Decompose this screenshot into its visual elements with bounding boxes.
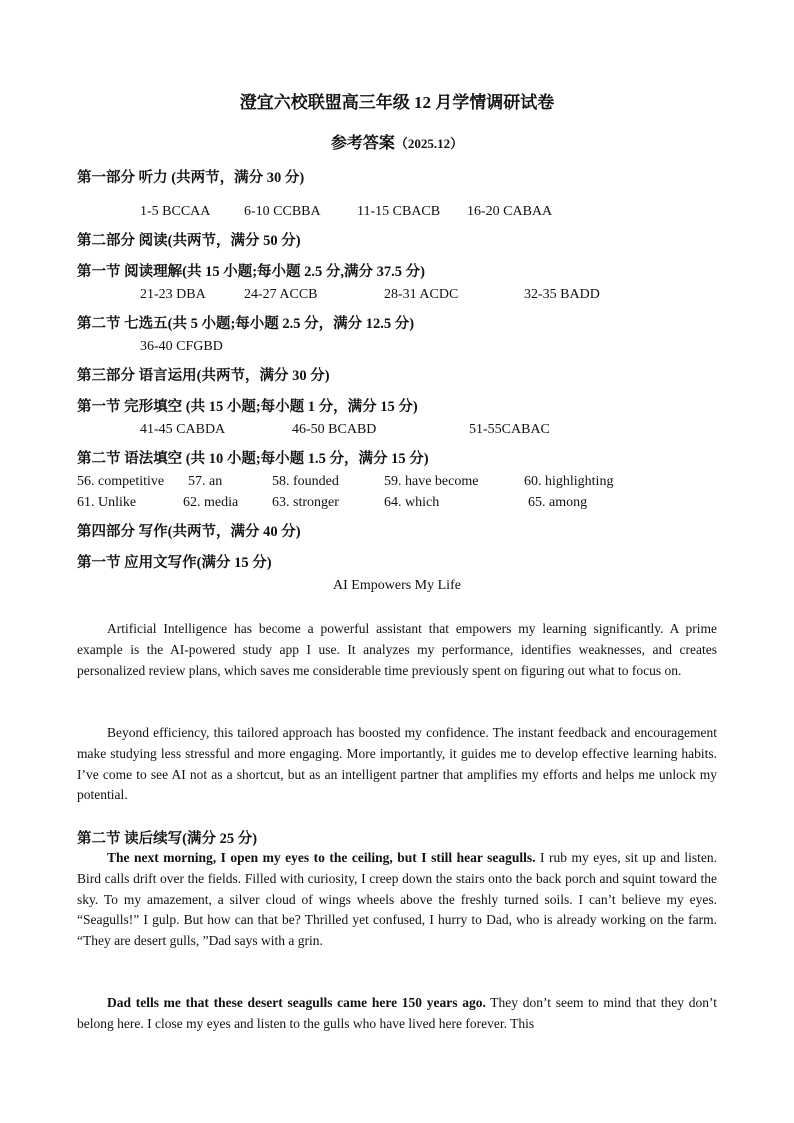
essay-paragraph-2: Beyond efficiency, this tailored approach has boosted my confidence. The instant feedback and encouragement make studying less stressful and more engaging. More importantly, it guides me to develop effective learning habits. I’ve come to see AI not as a shortcut, but as an intelligent partner that amplifies my efforts and helps me unlock my potential. (77, 725, 717, 803)
sec3-part2-answer-59: 59. have become (384, 474, 479, 489)
sec3-part2-answer-64: 64. which (384, 495, 440, 510)
essay-paragraph-1: Artificial Intelligence has become a powerful assistant that empowers my learning significantly. A prime example is the AI-powered study app I use. It analyzes my performance, identifies weaknesses, and creates personalized review plans, which saves me considerable time previously spent on figuring out what to focus on. (77, 621, 717, 678)
sec2-part1-answer-1: 21-23 DBA (140, 287, 206, 302)
continuation-p1-body: I rub my eyes, sit up and listen. Bird calls drift over the fields. Filled with curiosity, I creep down the stairs onto the back porch and squint toward the sky. To my amazement, a silver cloud of wings wheels above the freshly turned soils. I can’t believe my eyes. “Seagulls!” I gulp. But how can that be? Thrilled yet confused, I hurry to Dad, who is already working on the farm. “They are desert gulls, ”Dad says with a grin. (77, 850, 717, 949)
sec1-answer-4: 16-20 CABAA (467, 204, 553, 219)
sec3-part1-answer-3: 51-55CABAC (469, 422, 550, 437)
sec3-part2-answer-57: 57. an (188, 474, 223, 489)
continuation-p2-body: They don’t seem to mind that they don’t belong here. I close my eyes and listen to the gulls who have lived here forever. This (77, 995, 717, 1031)
section2-part2-heading: 第二节 七选五(共 5 小题;每小题 2.5 分，满分 12.5 分) (77, 316, 415, 332)
continuation-paragraph-2 (77, 993, 717, 1035)
sec3-part2-answer-61: 61. Unlike (77, 495, 137, 510)
section2-part1-heading: 第一节 阅读理解(共 15 小题;每小题 2.5 分,满分 37.5 分) (77, 264, 425, 280)
continuation-p1-opening: The next morning, I open my eyes to the ceiling, but I still hear seagulls. (107, 850, 536, 865)
sec3-part1-answer-2: 46-50 BCABD (292, 422, 377, 437)
sec1-answer-1: 1-5 BCCAA (140, 204, 211, 219)
essay-title: AI Empowers My Life (333, 578, 461, 593)
sec3-part2-answer-58: 58. founded (272, 474, 339, 489)
sec1-answer-2: 6-10 CCBBA (244, 204, 321, 219)
continuation-p2-opening: Dad tells me that these desert seagulls came here 150 years ago. (107, 995, 486, 1010)
sec3-part2-answer-62: 62. media (183, 495, 239, 510)
continuation-paragraph-1 (77, 848, 717, 952)
sec2-part1-answer-4: 32-35 BADD (524, 287, 600, 302)
sec3-part1-answer-1: 41-45 CABDA (140, 422, 226, 437)
sec3-part2-answer-56: 56. competitive (77, 474, 165, 489)
section2-heading: 第二部分 阅读(共两节，满分 50 分) (77, 233, 301, 249)
sec2-part1-answer-2: 24-27 ACCB (244, 287, 318, 302)
section3-part2-heading: 第二节 语法填空 (共 10 小题;每小题 1.5 分，满分 15 分) (77, 451, 429, 467)
section4-heading: 第四部分 写作(共两节，满分 40 分) (77, 524, 301, 540)
sec2-part1-answer-3: 28-31 ACDC (384, 287, 459, 302)
sec3-part2-answer-63: 63. stronger (272, 495, 339, 510)
sec2-part2-answer-1: 36-40 CFGBD (140, 339, 223, 354)
section3-heading: 第三部分 语言运用(共两节，满分 30 分) (77, 368, 330, 384)
sec3-part2-answer-60: 60. highlighting (524, 474, 614, 489)
section4-part2-heading: 第二节 读后续写(满分 25 分) (77, 831, 258, 847)
document-subtitle (0, 130, 794, 153)
document-title: 澄宜六校联盟高三年级 12 月学情调研试卷 (239, 93, 555, 112)
section1-heading: 第一部分 听力 (共两节，满分 30 分) (77, 170, 305, 186)
section4-part1-heading: 第一节 应用文写作(满分 15 分) (77, 555, 272, 571)
subtitle-year: （2025.12） (394, 136, 464, 151)
sec1-answer-3: 11-15 CBACB (357, 204, 441, 219)
section3-part1-heading: 第一节 完形填空 (共 15 小题;每小题 1 分，满分 15 分) (77, 399, 418, 415)
sec3-part2-answer-65: 65. among (528, 495, 588, 510)
subtitle-text: 参考答案 (330, 135, 395, 152)
